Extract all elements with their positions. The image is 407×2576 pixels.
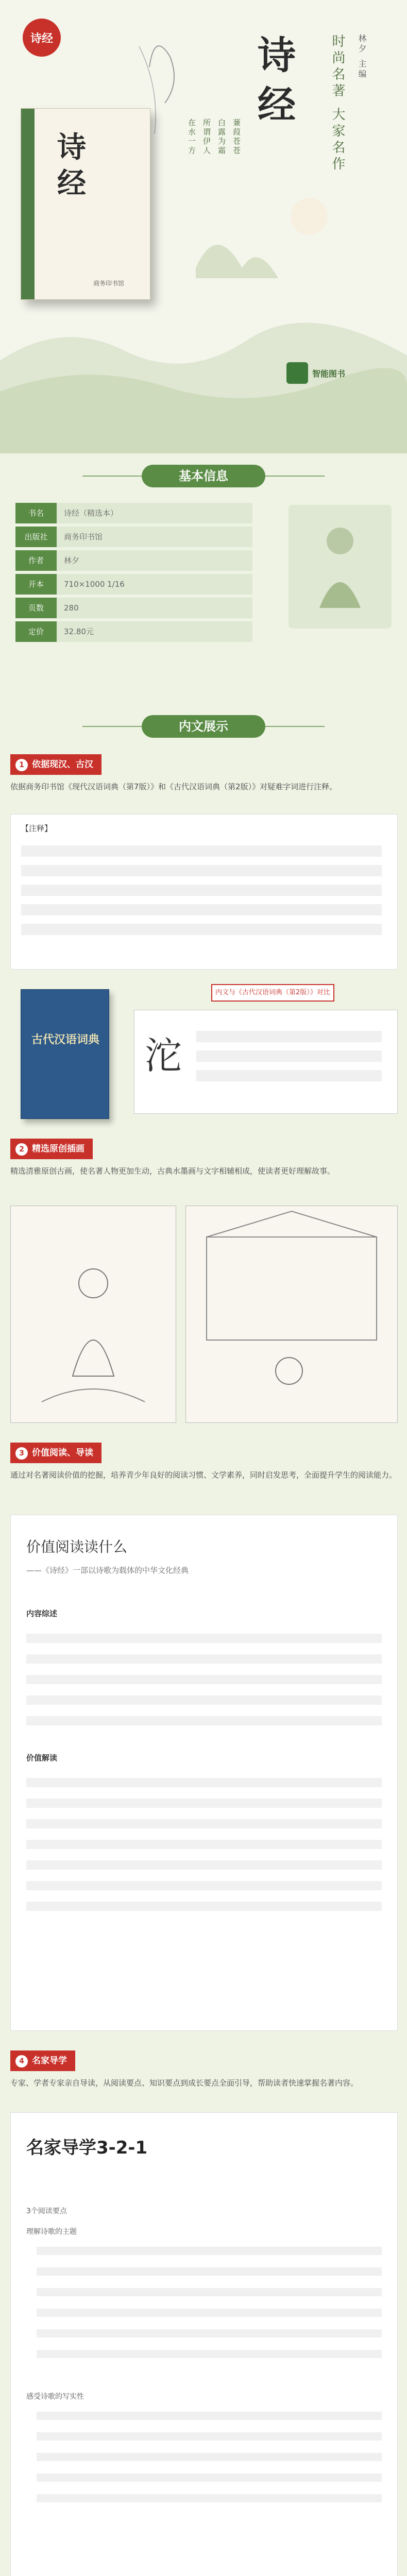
feature-number: 1 [15, 759, 28, 771]
feature-description: 通过对名著阅读价值的挖掘，培养青少年良好的阅读习惯、文学素养，同时启发思考，全面提升学生的阅读能力。 [10, 1470, 397, 1480]
info-row [15, 550, 252, 571]
book-cover [21, 108, 150, 300]
section-heading-label: 内文展示 [142, 715, 265, 738]
text-line [37, 2350, 382, 2358]
feature-tag-label: 精选原创插画 [32, 1144, 84, 1154]
info-key: 书名 [15, 503, 57, 523]
info-row [15, 527, 252, 547]
sample-label: 价值解读 [26, 1753, 58, 1762]
hero-poem [170, 118, 242, 196]
guide-heading: 理解诗歌的主题 [26, 2228, 77, 2236]
feature-tag-label: 价值阅读、导读 [32, 1448, 93, 1458]
text-line [26, 1902, 382, 1911]
feature-tag-label: 名家导学 [32, 2056, 67, 2066]
text-line [26, 1716, 382, 1725]
guide-sample [10, 2112, 398, 2576]
info-key: 作者 [15, 550, 57, 571]
info-value: 商务印书馆 [57, 527, 252, 547]
info-key: 出版社 [15, 527, 57, 547]
sample-label: 内容综述 [26, 1609, 58, 1618]
section-heading-label: 基本信息 [142, 465, 265, 487]
brand-logo-text: 智能图书 [312, 368, 346, 379]
info-row [15, 574, 252, 595]
annotation-text [21, 845, 382, 943]
seal-logo: 诗经 [23, 19, 61, 57]
text-line [26, 1819, 382, 1828]
feature-tag-label: 依据现汉、古汉 [32, 759, 93, 770]
poem-line: 所谓伊人 [202, 118, 211, 156]
basic-info-section [0, 453, 407, 711]
guide-heading: 3个阅读要点 [26, 2207, 67, 2215]
info-key: 页数 [15, 598, 57, 618]
sample-title: 价值阅读读什么 [26, 1538, 128, 1555]
text-line [26, 1654, 382, 1664]
text-line [37, 2267, 382, 2276]
info-value: 林夕 [57, 550, 252, 571]
feature-description: 依据商务印书馆《现代汉语词典（第7版）》和《古代汉语词典（第2版）》对疑难字词进行注释。 [10, 782, 337, 791]
text-line [37, 2432, 382, 2441]
annotation-sample [10, 814, 398, 970]
dictionary-title: 古代汉语词典 [31, 1033, 100, 1046]
feature-tag [10, 754, 101, 775]
dictionary-entry-text [196, 1031, 382, 1090]
feature-number: 2 [15, 1143, 28, 1156]
text-line [26, 1840, 382, 1849]
feature-number: 3 [15, 1447, 28, 1460]
text-line [37, 2329, 382, 2337]
info-table [15, 503, 252, 645]
text-line [26, 1881, 382, 1890]
text-line [26, 1696, 382, 1705]
value-reading-sample [10, 1515, 398, 2031]
info-value: 710×1000 1/16 [57, 574, 252, 595]
dictionary-entry [134, 1010, 398, 1114]
book-spine [21, 109, 35, 299]
illustration-figure [10, 1206, 176, 1423]
info-value: 32.80元 [57, 621, 252, 642]
info-row [15, 503, 252, 523]
text-line [37, 2247, 382, 2255]
text-line [26, 1778, 382, 1787]
poem-line: 在水一方 [187, 118, 196, 156]
content-display-section [0, 711, 407, 2576]
feature-description: 专家、学者专家亲自导读，从阅读要点、知识要点到成长要点全面引导，帮助读者快速掌握名著内容。 [10, 2078, 359, 2088]
text-line [37, 2288, 382, 2296]
guide-title: 名家导学3-2-1 [26, 2138, 148, 2158]
info-row [15, 598, 252, 618]
feature-tag [10, 1139, 93, 1159]
text-line [37, 2412, 382, 2420]
text-line [37, 2309, 382, 2317]
book-publisher: 商务印书馆 [93, 280, 125, 287]
text-line [37, 2453, 382, 2461]
dictionary-char: 沱 [145, 1034, 182, 1077]
hero-editor: 林夕 主编 [357, 34, 367, 80]
dictionary-cover [21, 989, 109, 1119]
info-key: 定价 [15, 621, 57, 642]
text-line [26, 1860, 382, 1870]
info-value: 诗经（精选本） [57, 503, 252, 523]
text-line [26, 1675, 382, 1684]
brand-logo-icon [286, 362, 308, 384]
hero-banner [0, 0, 407, 453]
poem-line: 蒹葭苍苍 [232, 118, 241, 156]
sample-subtitle: ——《诗经》一部以诗歌为载体的中华文化经典 [26, 1566, 189, 1575]
info-value: 280 [57, 598, 252, 618]
annotation-title: 【注释】 [21, 824, 53, 833]
book-cover-title: 诗经 [57, 130, 86, 200]
feature-tag [10, 2050, 75, 2071]
section-heading [0, 711, 407, 742]
poem-line: 白露为霜 [217, 118, 226, 156]
hero-title: 诗经 [258, 33, 296, 127]
section-heading [0, 461, 407, 492]
text-line [37, 2473, 382, 2482]
feature-description: 精选清雅原创古画，使名著人物更加生动，古典水墨画与文字相辅相成，使读者更好理解故事。 [10, 1166, 335, 1176]
figure-illustration [289, 505, 392, 629]
feature-tag [10, 1443, 101, 1463]
guide-heading: 感受诗歌的写实性 [26, 2393, 84, 2401]
comparison-badge: 内文与《古代汉语词典（第2版）》对比 [211, 984, 334, 1002]
illustration-courtyard [185, 1206, 398, 1423]
text-line [37, 2494, 382, 2502]
feature-number: 4 [15, 2055, 28, 2067]
text-line [26, 1799, 382, 1808]
hero-subtitle: 时尚名著 大家名作 [330, 34, 345, 174]
info-key: 开本 [15, 574, 57, 595]
text-line [26, 1634, 382, 1643]
brand-logo [286, 361, 374, 385]
info-row [15, 621, 252, 642]
